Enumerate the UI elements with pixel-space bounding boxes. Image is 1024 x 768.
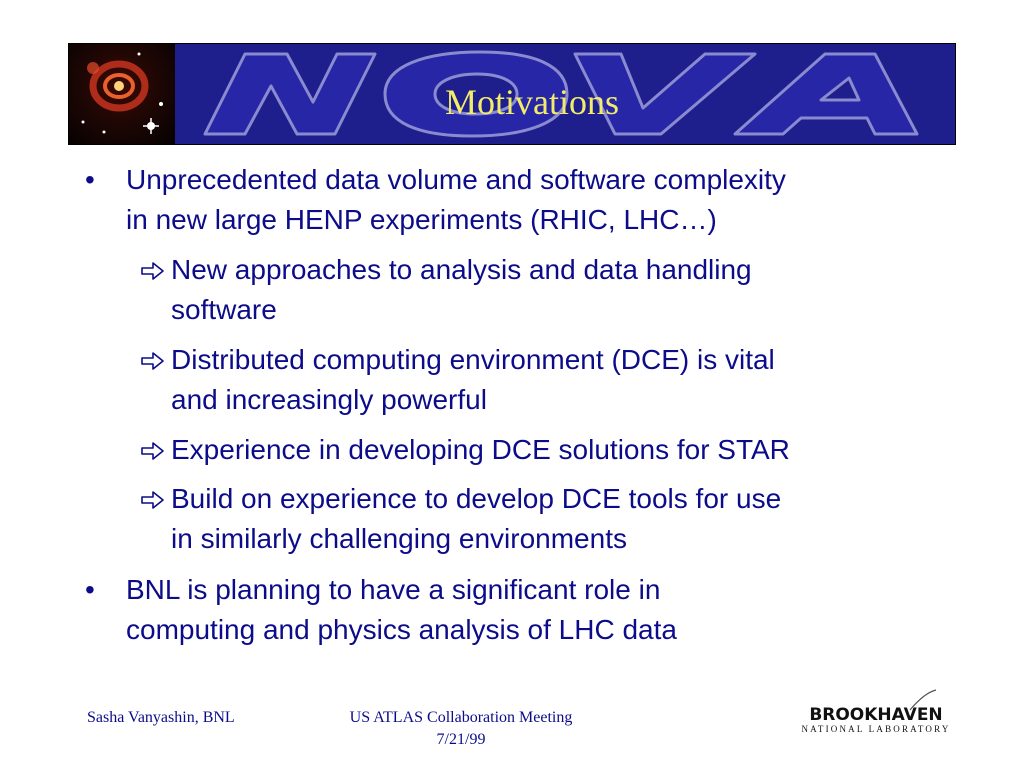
footer-meeting xyxy=(300,707,622,751)
footer-author: Sasha Vanyashin, BNL xyxy=(87,709,235,726)
bullet-line: Build on experience to develop DCE tools for use xyxy=(171,483,782,514)
sub-bullet-item xyxy=(171,340,951,420)
bullet-item xyxy=(126,160,946,240)
arrow-bullet-icon xyxy=(140,261,166,281)
bullet-dot: • xyxy=(85,164,95,195)
brookhaven-logo xyxy=(790,688,962,740)
arrow-bullet-icon xyxy=(140,441,166,461)
bullet-item xyxy=(126,570,946,650)
footer-meeting-title: US ATLAS Collaboration Meeting xyxy=(349,709,573,726)
footer-date: 7/21/99 xyxy=(436,731,486,748)
bullet-line: Experience in developing DCE solutions for STAR xyxy=(171,434,790,465)
bullet-line: Unprecedented data volume and software complexity xyxy=(126,164,786,195)
bullet-line: in new large HENP experiments (RHIC, LHC…) xyxy=(126,204,717,235)
sub-bullet-item xyxy=(171,430,951,470)
sub-bullet-item xyxy=(171,250,951,330)
bullet-line: computing and physics analysis of LHC data xyxy=(126,614,677,645)
bullet-line: Distributed computing environment (DCE) is vital xyxy=(171,344,775,375)
arrow-bullet-icon xyxy=(140,490,166,510)
bullet-line: New approaches to analysis and data handling xyxy=(171,254,752,285)
sub-bullet-item xyxy=(171,479,951,559)
bullet-line: BNL is planning to have a significant role in xyxy=(126,574,661,605)
arrow-bullet-icon xyxy=(140,351,166,371)
bullet-line: software xyxy=(171,294,277,325)
slide-title: Motivations xyxy=(444,82,619,122)
logo-main-text: BROOKHAVEN xyxy=(809,705,943,725)
bullet-line: and increasingly powerful xyxy=(171,384,487,415)
logo-sub-text: NATIONAL LABORATORY xyxy=(801,724,951,734)
bullet-dot: • xyxy=(85,574,95,605)
bullet-line: in similarly challenging environments xyxy=(171,523,627,554)
